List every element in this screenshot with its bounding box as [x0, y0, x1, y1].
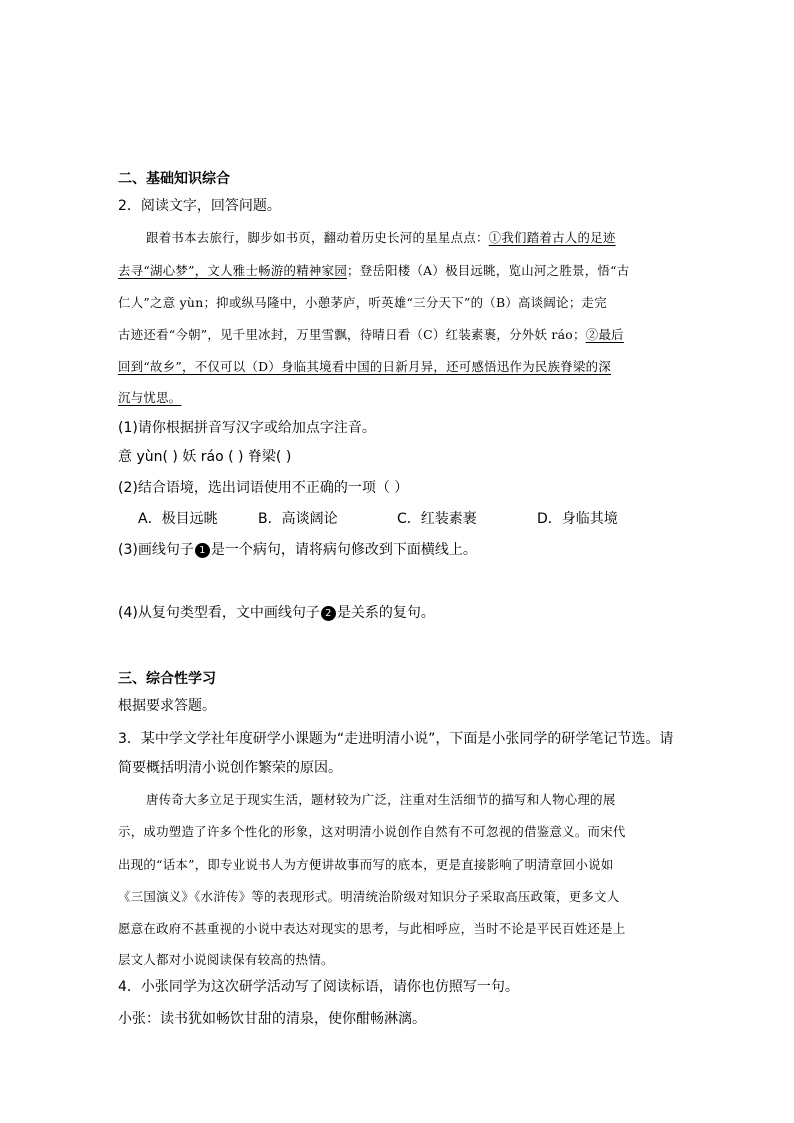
- q3-passage-line-4: 《三国演义》《水浒传》等的表现形式。明清统治阶级对知识分子采取高压政策，更多文人: [118, 889, 620, 904]
- choice-c: C．红装素裹: [397, 511, 477, 527]
- q3-passage-line-6: 层文人都对小说阅读保有较高的热情。: [118, 952, 334, 967]
- question-4-example: 小张：读书犹如畅饮甘甜的清泉，使你酣畅淋漓。: [118, 1011, 426, 1027]
- underlined-sentence-1-start: ①我们踏着古人的足迹: [488, 230, 616, 245]
- circled-number-2: 2: [321, 606, 336, 621]
- q2-sub-question-2: (2)结合语境，选出词语使用不正确的一项（ ）: [118, 480, 409, 496]
- q2-passage-line-3: 仁人”之意 yùn；抑或纵马隆中，小憩茅庐，听英雄“三分天下”的（B）高谈阔论；走完: [118, 295, 607, 310]
- q3-passage-line-2: 示，成功塑造了许多个性化的形象，这对明清小说创作自然有不可忽视的借鉴意义。而宋代: [118, 824, 626, 839]
- choice-b: B．高谈阔论: [258, 511, 338, 527]
- q2-sub-question-1: (1)请你根据拼音写汉字或给加点字注音。: [118, 420, 376, 436]
- q2-sub-question-3: (3)画线句子 1 是一个病句，请将病句修改到下面横线上。: [118, 542, 477, 558]
- q2-sub1-answer-blanks: 意 yùn( ) 妖 ráo ( ) 脊梁( ): [118, 449, 292, 465]
- q2-sub-question-4: (4)从复句类型看，文中画线句子 2 是关系的复句。: [118, 605, 435, 621]
- question-3-stem-line-2: 简要概括明清小说创作繁荣的原因。: [118, 760, 342, 776]
- q3-passage-line-1: 唐传奇大多立足于现实生活，题材较为广泛，注重对生活细节的描写和人物心理的展: [146, 792, 616, 807]
- section-two-title: 二、基础知识综合: [118, 171, 230, 187]
- choice-a: A．极目远眺: [138, 511, 218, 527]
- q3-passage-line-5: 愿意在政府不甚重视的小说中表达对现实的思考，与此相呼应，当时不论是平民百姓还是上: [118, 921, 626, 936]
- question-2-stem: 2．阅读文字，回答问题。: [118, 198, 281, 214]
- q2-passage-line-1: 跟着书本去旅行，脚步如书页，翻动着历史长河的星星点点：①我们踏着古人的足迹: [146, 230, 616, 245]
- q3-passage-line-3: 出现的“话本”，即专业说书人为方便讲故事而写的底本，更是直接影响了明清章回小说如: [118, 857, 614, 872]
- question-4-stem: 4．小张同学为这次研学活动写了阅读标语，请你也仿照写一句。: [118, 979, 519, 995]
- q2-passage-line-4: 古迹还看“今朝”，见千里冰封，万里雪飘，待晴日看（C）红装素裹，分外妖 ráo；②最后: [118, 327, 624, 342]
- underlined-sentence-2-start: ②最后: [585, 327, 624, 342]
- q2-passage-line-5: 回到“故乡”，不仅可以（D）身临其境看中国的日新月异，还可感悟迅作为民族脊梁的深: [118, 359, 612, 374]
- q2-passage-line-2: 去寻“湖心梦”，文人雅士畅游的精神家园；登岳阳楼（A）极目远眺，览山河之胜景，悟“古: [118, 263, 630, 278]
- section-three-title: 三、综合性学习: [118, 671, 216, 687]
- question-3-stem-line-1: 3．某中学文学社年度研学小课题为“走进明清小说”，下面是小张同学的研学笔记节选。请: [118, 731, 674, 747]
- choice-d: D．身临其境: [537, 511, 618, 527]
- underlined-sentence-1-end: 去寻“湖心梦”，文人雅士畅游的精神家园: [118, 263, 348, 278]
- circled-number-1: 1: [195, 543, 210, 558]
- q2-passage-line-6: 沉与忧思。: [118, 390, 182, 405]
- section-three-intro: 根据要求答题。: [118, 698, 216, 714]
